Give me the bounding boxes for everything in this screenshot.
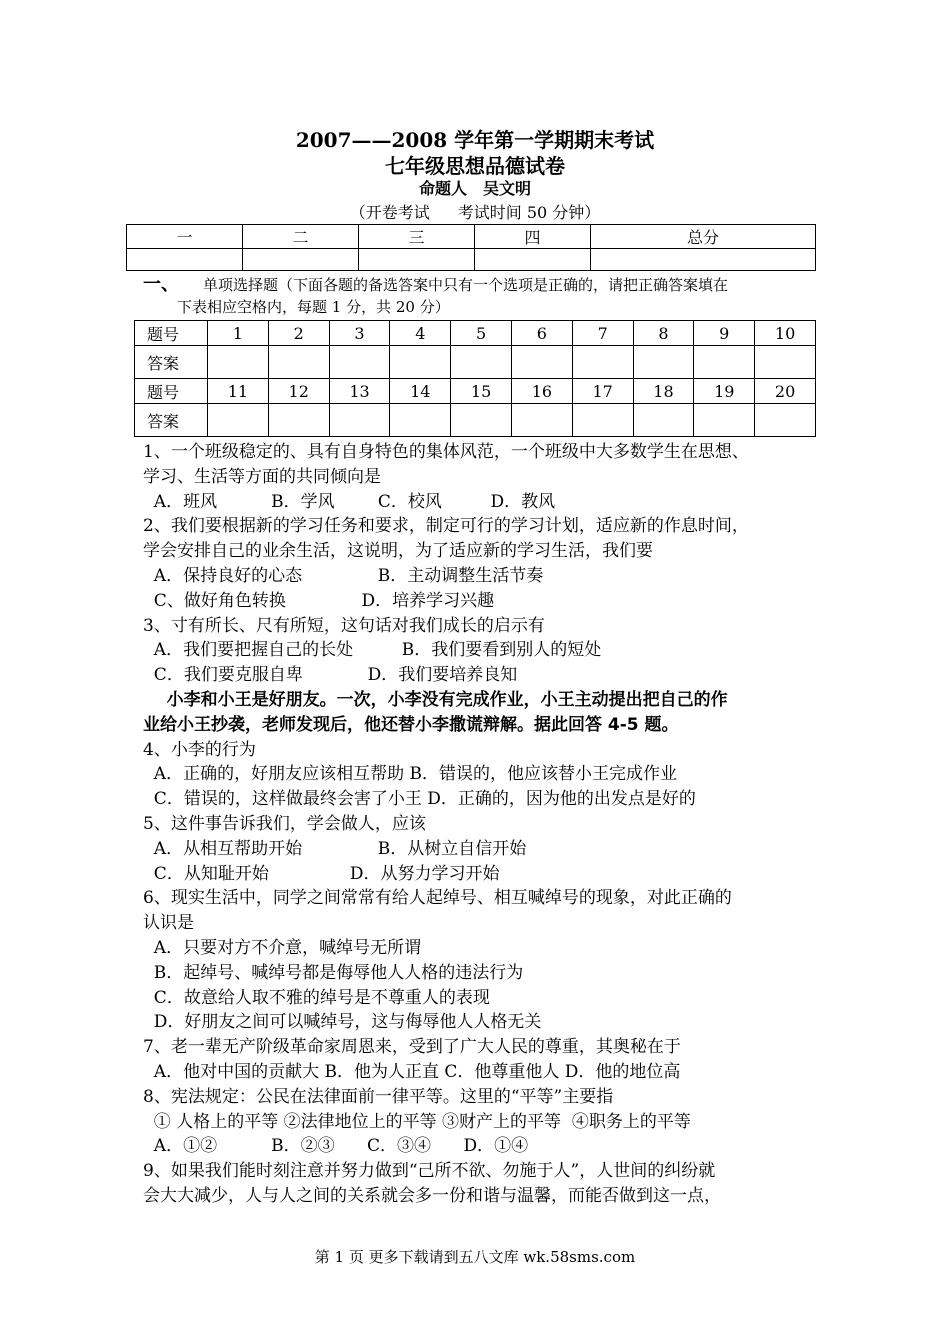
answer-cell[interactable] xyxy=(208,346,269,379)
question-line: 小李和小王是好朋友。一次，小李没有完成作业，小王主动提出把自己的作 xyxy=(143,690,728,710)
question-number: 8 xyxy=(633,321,694,346)
question-number: 16 xyxy=(511,379,572,404)
answer-cell[interactable] xyxy=(390,346,451,379)
score-table xyxy=(126,224,816,271)
question-line: A．正确的，好朋友应该相互帮助 B．错误的，他应该替小王完成作业 xyxy=(143,764,677,785)
score-cell[interactable] xyxy=(358,249,474,271)
answer-cell[interactable] xyxy=(755,404,816,437)
question-number: 5 xyxy=(451,321,512,346)
answer-cell[interactable] xyxy=(572,346,633,379)
question-line: C．错误的，这样做最终会害了小王 D．正确的，因为他的出发点是好的 xyxy=(143,789,696,810)
answer-cell[interactable] xyxy=(572,404,633,437)
score-header-row xyxy=(127,225,816,249)
answer-cell[interactable] xyxy=(511,346,572,379)
section-instruction-cont: 下表相应空格内，每题 1 分，共 20 分） xyxy=(177,298,450,316)
answer-cell[interactable] xyxy=(390,404,451,437)
question-number: 3 xyxy=(329,321,390,346)
question-line: 业给小王抄袭，老师发现后，他还替小李撒谎辩解。据此回答 4-5 题。 xyxy=(143,714,679,735)
page-footer: 第 1 页 更多下载请到五八文库 wk.58sms.com xyxy=(314,1248,636,1266)
question-number: 4 xyxy=(390,321,451,346)
answer-cell[interactable] xyxy=(633,346,694,379)
question-line: 9、如果我们能时刻注意并努力做到“己所不欲、勿施于人”，人世间的纠纷就 xyxy=(143,1161,716,1182)
row-label: 答案 xyxy=(135,404,208,437)
score-value-row xyxy=(127,249,816,271)
answer-cell[interactable] xyxy=(329,404,390,437)
question-line: 7、老一辈无产阶级革命家周恩来，受到了广大人民的尊重，其奥秘在于 xyxy=(143,1037,681,1058)
question-line: 4、小李的行为 xyxy=(143,739,256,760)
answer-cell[interactable] xyxy=(451,346,512,379)
question-number: 2 xyxy=(268,321,329,346)
question-number: 19 xyxy=(694,379,755,404)
question-line: A．保持良好的心态 B．主动调整生活节奏 xyxy=(143,566,544,586)
exam-subtitle: 七年级思想品德试卷 xyxy=(385,154,565,178)
row-label: 题号 xyxy=(135,379,208,404)
question-line: A．他对中国的贡献大 B．他为人正直 C．他尊重他人 D．他的地位高 xyxy=(143,1062,681,1082)
answer-cell[interactable] xyxy=(694,404,755,437)
question-line: A．我们要把握自己的长处 B．我们要看到别人的短处 xyxy=(143,640,602,661)
question-line: 5、这件事告诉我们，学会做人，应该 xyxy=(143,814,426,834)
question-number: 10 xyxy=(755,321,816,346)
question-line: C．从知耻开始 D．从努力学习开始 xyxy=(143,863,500,884)
exam-type: （开卷考试 xyxy=(349,203,430,222)
question-line: 1、一个班级稳定的、具有自身特色的集体风范，一个班级中大多数学生在思想、 xyxy=(143,442,749,462)
question-line: 认识是 xyxy=(143,913,194,934)
score-header-cell: 总分 xyxy=(590,225,815,249)
question-line: 8、宪法规定：公民在法律面前一律平等。这里的“平等”主要指 xyxy=(143,1086,614,1107)
exam-time: 考试时间 50 分钟） xyxy=(457,203,601,222)
question-line: A．从相互帮助开始 B．从树立自信开始 xyxy=(143,838,527,859)
author-line xyxy=(0,176,950,199)
answer-cell[interactable] xyxy=(694,346,755,379)
question-number: 20 xyxy=(755,379,816,404)
author-label: 命题人 xyxy=(418,179,467,198)
answer-cell[interactable] xyxy=(451,404,512,437)
question-line: C、做好角色转换 D．培养学习兴趣 xyxy=(143,590,495,611)
answer-cell[interactable] xyxy=(268,346,329,379)
question-line: 会大大减少，人与人之间的关系就会多一份和谐与温馨，而能否做到这一点， xyxy=(143,1186,721,1206)
question-number-row xyxy=(135,321,816,346)
question-number: 15 xyxy=(451,379,512,404)
answer-table xyxy=(134,320,816,437)
score-cell[interactable] xyxy=(127,249,243,271)
exam-info xyxy=(0,200,950,223)
question-line: C．我们要克服自卑 D．我们要培养良知 xyxy=(143,665,518,686)
question-line: 2、我们要根据新的学习任务和要求，制定可行的学习计划，适应新的作息时间， xyxy=(143,516,749,537)
score-header-cell: 四 xyxy=(474,225,590,249)
question-line: ① 人格上的平等 ②法律地位上的平等 ③财产上的平等 ④职务上的平等 xyxy=(143,1111,691,1132)
author-name: 吴文明 xyxy=(483,179,532,198)
question-number: 7 xyxy=(572,321,633,346)
score-cell[interactable] xyxy=(590,249,815,271)
question-line: A．只要对方不介意，喊绰号无所谓 xyxy=(143,938,422,958)
answer-cell[interactable] xyxy=(268,404,329,437)
question-line: B．起绰号、喊绰号都是侮辱他人人格的违法行为 xyxy=(143,962,524,983)
score-header-cell: 三 xyxy=(358,225,474,249)
question-line: 3、寸有所长、尺有所短，这句话对我们成长的启示有 xyxy=(143,615,545,636)
exam-title: 2007——2008 学年第一学期期末考试 xyxy=(295,128,655,152)
answer-cell[interactable] xyxy=(755,346,816,379)
question-number: 14 xyxy=(390,379,451,404)
answer-row xyxy=(135,404,816,437)
question-number: 1 xyxy=(208,321,269,346)
score-cell[interactable] xyxy=(474,249,590,271)
score-header-cell: 一 xyxy=(127,225,243,249)
question-line: C．故意给人取不雅的绰号是不尊重人的表现 xyxy=(143,987,490,1008)
row-label: 答案 xyxy=(135,346,208,379)
question-number: 13 xyxy=(329,379,390,404)
row-label: 题号 xyxy=(135,321,208,346)
question-number: 11 xyxy=(208,379,269,404)
section-1-header xyxy=(143,274,823,318)
question-number: 9 xyxy=(694,321,755,346)
question-line: D．好朋友之间可以喊绰号，这与侮辱他人人格无关 xyxy=(143,1012,542,1033)
answer-cell[interactable] xyxy=(511,404,572,437)
score-cell[interactable] xyxy=(242,249,358,271)
question-line: A．①② B．②③ C．③④ D．①④ xyxy=(143,1136,529,1157)
question-line: 学会安排自己的业余生活，这说明，为了适应新的学习生活，我们要 xyxy=(143,541,653,562)
question-line: 6、现实生活中，同学之间常常有给人起绰号、相互喊绰号的现象，对此正确的 xyxy=(143,888,732,909)
question-number-row xyxy=(135,379,816,404)
score-header-cell: 二 xyxy=(242,225,358,249)
question-number: 18 xyxy=(633,379,694,404)
section-instruction: 单项选择题（下面各题的备选答案中只有一个选项是正确的，请把正确答案填在 xyxy=(203,276,729,294)
question-number: 6 xyxy=(511,321,572,346)
answer-row xyxy=(135,346,816,379)
section-number: 一、 xyxy=(143,274,179,295)
question-line: 学习、生活等方面的共同倾向是 xyxy=(143,466,381,487)
question-number: 12 xyxy=(268,379,329,404)
answer-cell[interactable] xyxy=(633,404,694,437)
answer-cell[interactable] xyxy=(329,346,390,379)
question-line: A．班风 B．学风 C．校风 D．教风 xyxy=(143,491,556,512)
answer-cell[interactable] xyxy=(208,404,269,437)
question-number: 17 xyxy=(572,379,633,404)
